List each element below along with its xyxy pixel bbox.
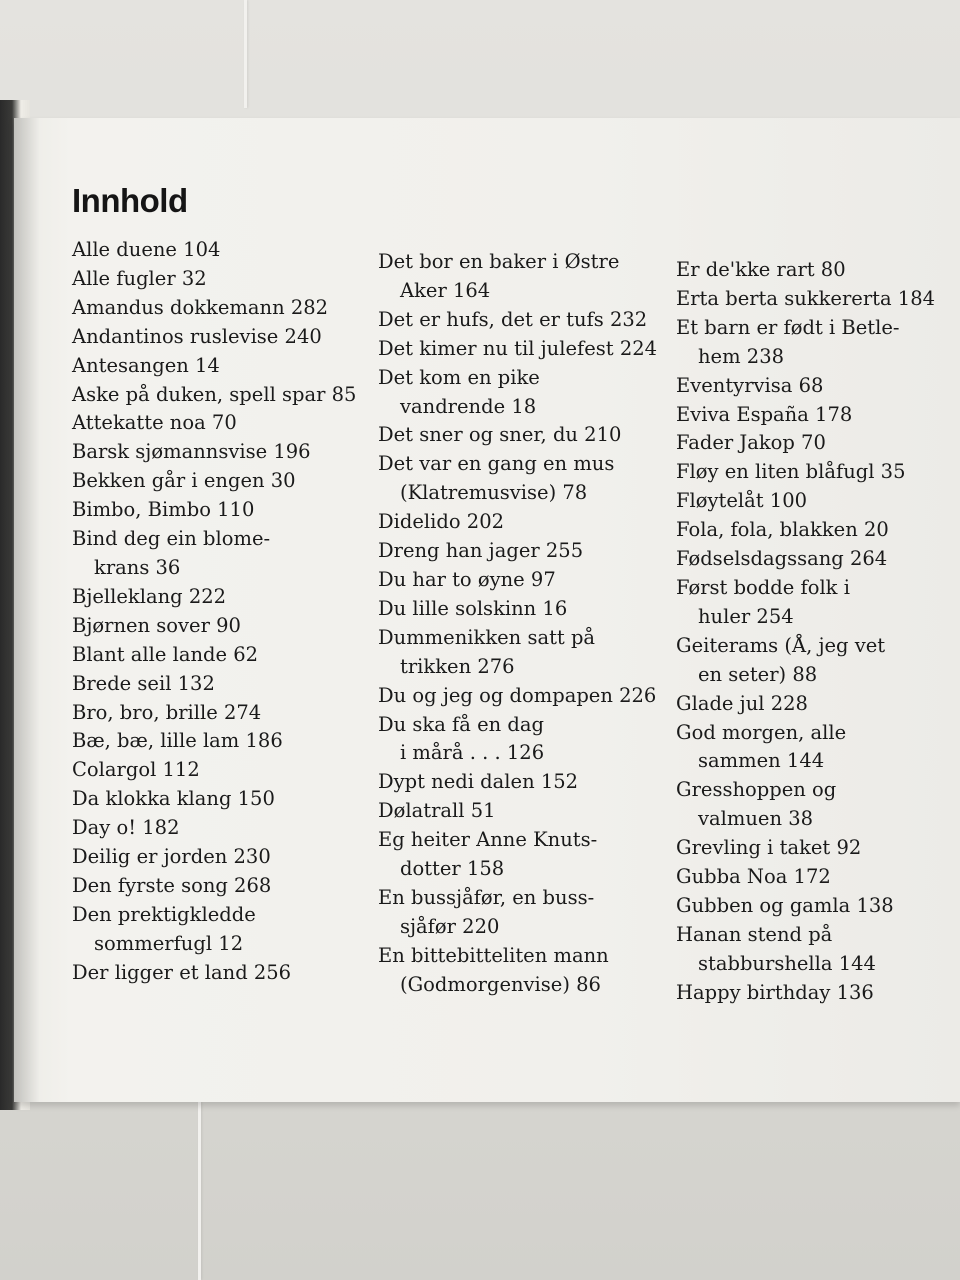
index-entry-text: Dølatrall 51 bbox=[378, 799, 496, 823]
index-column-3 bbox=[676, 256, 960, 1008]
page-gutter-shadow bbox=[14, 118, 40, 1102]
index-entry-text: Er de'kke rart 80 bbox=[676, 258, 846, 281]
index-entry bbox=[72, 381, 364, 410]
index-entry bbox=[378, 768, 670, 797]
index-entry bbox=[72, 670, 364, 699]
index-entry bbox=[378, 682, 670, 711]
index-entry bbox=[676, 632, 960, 690]
index-entry bbox=[676, 776, 960, 834]
index-entry bbox=[72, 352, 364, 381]
index-entry bbox=[378, 335, 670, 364]
index-column-1 bbox=[72, 236, 364, 988]
index-entry-continuation: vandrende 18 bbox=[400, 394, 537, 418]
index-entry bbox=[676, 574, 960, 632]
index-entry bbox=[676, 458, 960, 487]
page-title: Innhold bbox=[72, 182, 188, 219]
index-entry-text: Blant alle lande 62 bbox=[72, 642, 259, 666]
index-entry bbox=[676, 921, 960, 979]
index-entry-continuation: sjåfør 220 bbox=[400, 914, 500, 938]
index-entry-text: Barsk sjømannsvise 196 bbox=[72, 440, 311, 464]
index-entry-text: Attekatte noa 70 bbox=[72, 411, 237, 435]
index-entry-text: Erta berta sukkererta 184 bbox=[676, 286, 936, 310]
index-entry-text: Didelido 202 bbox=[378, 510, 505, 534]
index-entry-text: Amandus dokkemann 282 bbox=[72, 295, 329, 319]
index-entry bbox=[72, 496, 364, 525]
index-entry-text: Colargol 112 bbox=[72, 758, 200, 782]
index-entry-continuation: valmuen 38 bbox=[698, 807, 814, 831]
index-entry-text: Gresshoppen og bbox=[676, 778, 837, 802]
index-entry-continuation: huler 254 bbox=[698, 604, 794, 628]
index-entry-text: Først bodde folk i bbox=[676, 575, 850, 599]
index-entry-text: Den prektigkledde bbox=[72, 902, 256, 926]
index-entry-continuation: trikken 276 bbox=[400, 654, 515, 678]
index-entry bbox=[72, 409, 364, 438]
table-plank-seam bbox=[244, 0, 247, 108]
index-entry-text: Du har to øyne 97 bbox=[378, 567, 556, 591]
index-entry bbox=[676, 256, 960, 285]
index-entry bbox=[378, 595, 670, 624]
index-entry bbox=[676, 516, 960, 545]
index-entry bbox=[378, 566, 670, 595]
index-entry bbox=[72, 814, 364, 843]
index-entry bbox=[676, 863, 960, 892]
index-entry bbox=[72, 756, 364, 785]
index-entry-text: En bussjåfør, en buss- bbox=[378, 885, 595, 909]
index-entry bbox=[676, 545, 960, 574]
index-entry-text: Aske på duken, spell spar 85 bbox=[72, 382, 357, 406]
index-entry bbox=[676, 401, 960, 430]
index-entry bbox=[378, 508, 670, 537]
index-entry-text: Gubben og gamla 138 bbox=[676, 893, 894, 917]
index-entry-text: Fløy en liten blåfugl 35 bbox=[676, 460, 906, 484]
index-entry-text: God morgen, alle bbox=[676, 720, 847, 744]
index-entry-text: Day o! 182 bbox=[72, 816, 180, 840]
index-entry bbox=[676, 834, 960, 863]
index-entry-text: Antesangen 14 bbox=[72, 353, 220, 377]
index-entry-text: Dummenikken satt på bbox=[378, 625, 596, 649]
index-entry bbox=[676, 690, 960, 719]
index-entry bbox=[378, 248, 670, 306]
index-entry bbox=[378, 797, 670, 826]
index-entry-text: Fødselsdagssang 264 bbox=[676, 547, 888, 571]
index-entry-continuation: (Godmorgenvise) 86 bbox=[400, 972, 601, 996]
index-entry bbox=[72, 641, 364, 670]
bleed-through-text bbox=[329, 186, 334, 215]
index-entry-text: Det sner og sner, du 210 bbox=[378, 423, 622, 447]
index-entry bbox=[378, 826, 670, 884]
index-entry-text: Dypt nedi dalen 152 bbox=[378, 770, 579, 794]
index-entry bbox=[72, 901, 364, 959]
index-entry-text: En bittebitteliten mann bbox=[378, 943, 609, 967]
index-entry-continuation: sammen 144 bbox=[698, 749, 825, 773]
index-entry-text: Eg heiter Anne Knuts- bbox=[378, 828, 598, 852]
index-entry bbox=[676, 285, 960, 314]
index-column-2 bbox=[378, 248, 670, 1000]
index-entry bbox=[72, 872, 364, 901]
index-entry-text: Deilig er jorden 230 bbox=[72, 845, 271, 869]
index-entry bbox=[72, 525, 364, 583]
index-entry-text: Fløytelåt 100 bbox=[676, 489, 808, 513]
index-entry bbox=[72, 785, 364, 814]
index-entry-continuation: hem 238 bbox=[698, 344, 785, 368]
index-entry-text: Da klokka klang 150 bbox=[72, 787, 275, 811]
index-entry-text: Grevling i taket 92 bbox=[676, 836, 862, 860]
index-entry bbox=[72, 294, 364, 323]
index-entry-text: Det kom en pike bbox=[378, 365, 540, 389]
index-entry bbox=[676, 314, 960, 372]
index-entry-text: Et barn er født i Betle- bbox=[676, 315, 900, 339]
index-entry bbox=[72, 323, 364, 352]
index-entry-continuation: stabburshella 144 bbox=[698, 951, 876, 975]
index-entry-text: Bind deg ein blome- bbox=[72, 527, 271, 551]
table-plank-seam bbox=[198, 1102, 201, 1280]
index-entry bbox=[378, 306, 670, 335]
index-entry-text: Alle fugler 32 bbox=[72, 266, 207, 290]
index-entry-text: Bjørnen sover 90 bbox=[72, 613, 241, 637]
index-entry bbox=[72, 959, 364, 988]
index-entry bbox=[72, 236, 364, 265]
index-entry-text: Eviva España 178 bbox=[676, 402, 853, 426]
index-entry bbox=[378, 942, 670, 1000]
index-entry bbox=[378, 364, 670, 422]
index-entry-text: Du og jeg og dompapen 226 bbox=[378, 683, 657, 707]
index-entry-text: Det var en gang en mus bbox=[378, 452, 615, 476]
index-entry-text: Dreng han jager 255 bbox=[378, 539, 584, 563]
index-entry bbox=[676, 719, 960, 777]
index-entry bbox=[72, 843, 364, 872]
index-entry-text: Alle duene 104 bbox=[72, 238, 221, 261]
index-entry-continuation: dotter 158 bbox=[400, 857, 505, 881]
index-entry-text: Den fyrste song 268 bbox=[72, 873, 272, 897]
index-entry bbox=[378, 450, 670, 508]
index-entry-text: Bro, bro, brille 274 bbox=[72, 700, 262, 724]
index-entry-continuation: (Klatremusvise) 78 bbox=[400, 481, 588, 505]
index-entry-text: Hanan stend på bbox=[676, 922, 833, 946]
index-entry-continuation: i mårå . . . 126 bbox=[400, 741, 545, 765]
index-entry-continuation: krans 36 bbox=[94, 555, 181, 579]
index-entry-text: Bjelleklang 222 bbox=[72, 584, 227, 608]
index-entry bbox=[676, 892, 960, 921]
index-entry-continuation: Aker 164 bbox=[400, 278, 491, 302]
index-entry bbox=[378, 884, 670, 942]
index-entry-text: Fader Jakop 70 bbox=[676, 431, 826, 455]
index-entry bbox=[72, 583, 364, 612]
book-page bbox=[14, 118, 960, 1102]
index-entry bbox=[378, 624, 670, 682]
index-entry-text: Happy birthday 136 bbox=[676, 980, 874, 1004]
index-entry bbox=[72, 467, 364, 496]
index-entry bbox=[72, 699, 364, 728]
index-entry-text: Geiterams (Å, jeg vet bbox=[676, 633, 886, 657]
index-entry-text: Bæ, bæ, lille lam 186 bbox=[72, 729, 283, 753]
index-entry-text: Bimbo, Bimbo 110 bbox=[72, 498, 255, 522]
index-entry-text: Bekken går i engen 30 bbox=[72, 469, 296, 493]
index-entry bbox=[72, 265, 364, 294]
index-entry-continuation: en seter) 88 bbox=[698, 662, 818, 686]
index-entry-text: Gubba Noa 172 bbox=[676, 865, 831, 889]
index-entry-text: Det er hufs, det er tufs 232 bbox=[378, 307, 648, 331]
index-entry-text: Du lille solskinn 16 bbox=[378, 596, 568, 620]
index-entry-text: Andantinos ruslevise 240 bbox=[72, 324, 322, 348]
index-entry-text: Der ligger et land 256 bbox=[72, 960, 292, 984]
index-entry bbox=[378, 537, 670, 566]
index-entry bbox=[378, 421, 670, 450]
index-entry bbox=[72, 612, 364, 641]
index-entry bbox=[72, 727, 364, 756]
index-entry-text: Du ska få en dag bbox=[378, 712, 544, 736]
index-entry bbox=[676, 979, 960, 1008]
index-entry-text: Det kimer nu til julefest 224 bbox=[378, 336, 658, 360]
index-entry-text: Eventyrvisa 68 bbox=[676, 373, 824, 397]
index-entry bbox=[378, 711, 670, 769]
index-entry-text: Det bor en baker i Østre bbox=[378, 250, 620, 273]
index-entry bbox=[676, 487, 960, 516]
index-entry-continuation: sommerfugl 12 bbox=[94, 931, 244, 955]
index-entry bbox=[676, 372, 960, 401]
index-entry-text: Brede seil 132 bbox=[72, 671, 215, 695]
index-entry-text: Glade jul 228 bbox=[676, 691, 808, 715]
index-entry-text: Fola, fola, blakken 20 bbox=[676, 518, 889, 542]
index-entry bbox=[72, 438, 364, 467]
index-entry bbox=[676, 429, 960, 458]
